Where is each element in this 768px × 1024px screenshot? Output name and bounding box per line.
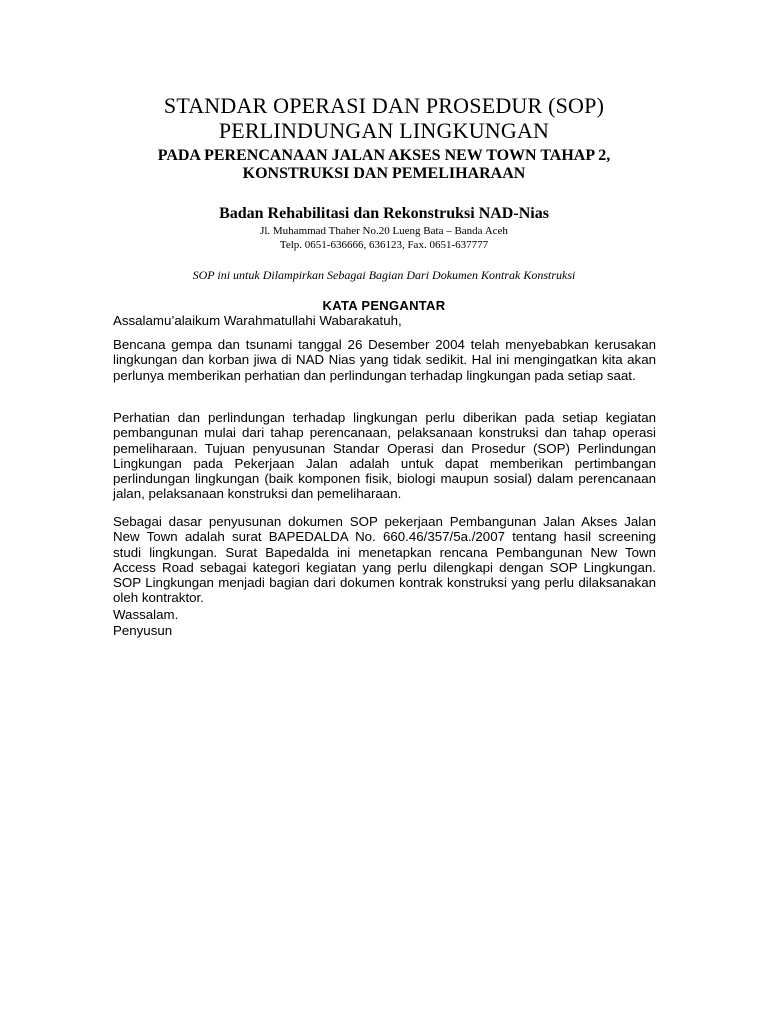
paragraph-3: Sebagai dasar penyusunan dokumen SOP pekerjaan Pembangunan Jalan Akses Jalan New Town adalah surat BAPEDALDA No. 660.46/357/5a./2007 tentang hasil screening studi lingkungan. Surat Bapedalda ini menetapkan rencana Pembangunan New Town Access Road sebagai kategori kegiatan yang perlu dilengkapi dengan SOP Lingkungan. SOP Lingkungan menjadi bagian dari dokumen kontrak konstruksi yang perlu dilaksanakan oleh kontraktor. [113, 514, 656, 606]
greeting: Assalamu’alaikum Warahmatullahi Wabarakatuh, [113, 313, 402, 328]
signature: Penyusun [113, 623, 173, 638]
paragraph-1: Bencana gempa dan tsunami tanggal 26 Desember 2004 telah menyebabkan kerusakan lingkungan dan korban jiwa di NAD Nias yang tidak sedikit. Hal ini mengingatkan kita akan perlunya memberikan perhatian dan perlindungan terhadap lingkungan pada setiap saat. [113, 337, 656, 383]
organization-address: Jl. Muhammad Thaher No.20 Lueng Bata – Banda Aceh [260, 225, 508, 237]
organization-contact: Telp. 0651-636666, 636123, Fax. 0651-637777 [279, 239, 489, 251]
paragraph-2: Perhatian dan perlindungan terhadap lingkungan perlu diberikan pada setiap kegiatan pembangunan mulai dari tahap perencanaan, pelaksanaan konstruksi dan tahap operasi pemeliharaan. Tujuan penyusunan Standar Operasi dan Prosedur (SOP) Perlindungan Lingkungan pada Pekerjaan Jalan adalah untuk dapat memberikan pertimbangan perlindungan lingkungan (baik komponen fisik, biologi maupun sosial) dalam perencanaan jalan, pelaksanaan konstruksi dan pemeliharaan. [113, 410, 656, 502]
document-subtitle-line-1: PADA PERENCANAAN JALAN AKSES NEW TOWN TAHAP 2, [157, 147, 611, 164]
organization-name: Badan Rehabilitasi dan Rekonstruksi NAD-Nias [219, 205, 549, 222]
attachment-note: SOP ini untuk Dilampirkan Sebagai Bagian Dari Dokumen Kontrak Konstruksi [192, 268, 576, 282]
document-title-line-1: STANDAR OPERASI DAN PROSEDUR (SOP) [163, 93, 605, 118]
closing: Wassalam. [113, 607, 179, 622]
section-heading: KATA PENGANTAR [322, 298, 446, 313]
document-title-line-2: PERLINDUNGAN LINGKUNGAN [218, 118, 550, 143]
document-subtitle-line-2: KONSTRUKSI DAN PEMELIHARAAN [242, 165, 526, 182]
